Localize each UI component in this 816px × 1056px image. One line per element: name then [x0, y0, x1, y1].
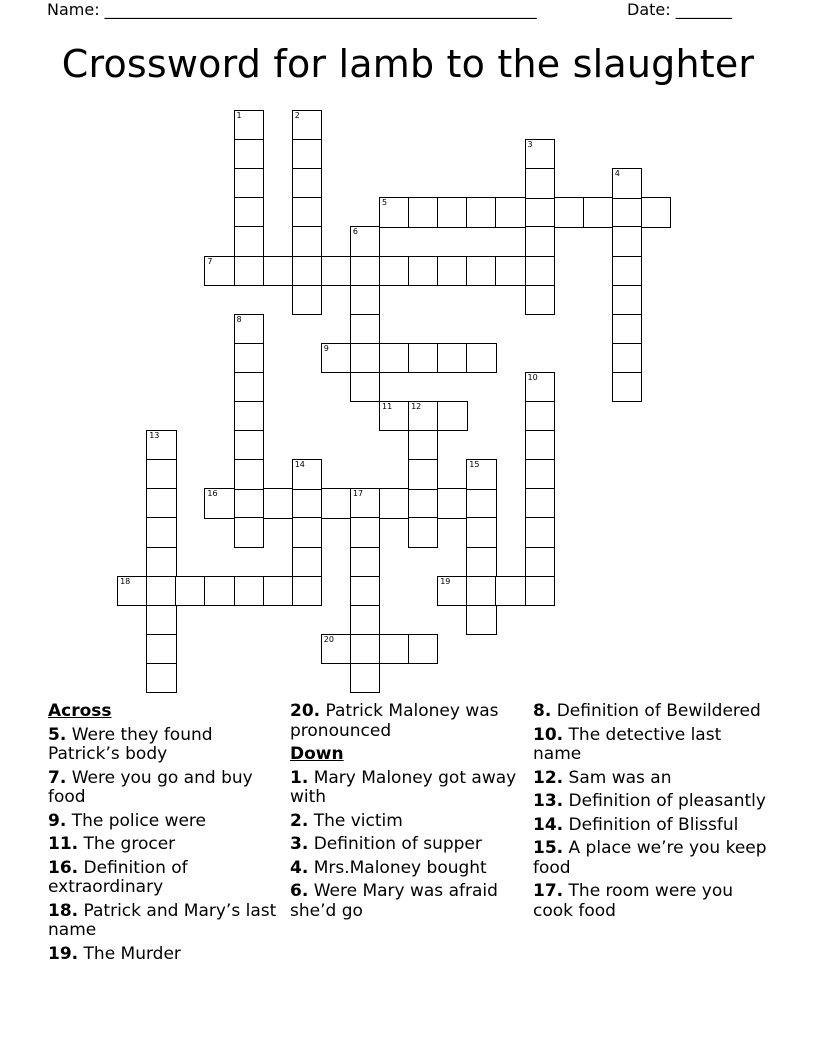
grid-cell[interactable] [350, 488, 380, 518]
grid-cell[interactable] [408, 517, 438, 547]
grid-cell[interactable] [146, 459, 176, 489]
grid-cell[interactable] [234, 226, 264, 256]
grid-cell[interactable] [408, 197, 438, 227]
cell-number: 7 [207, 256, 213, 266]
name-field-label: Name: ______________________________________________________ [47, 0, 537, 19]
cell-number: 8 [236, 314, 242, 324]
grid-cell[interactable] [379, 197, 409, 227]
clue-text: Were they found Patrick’s body [48, 724, 213, 764]
clue-number: 14. [533, 814, 564, 835]
grid-cell[interactable] [321, 256, 351, 286]
grid-cell[interactable] [350, 314, 380, 344]
grid-cell[interactable] [292, 285, 322, 315]
cell-number: 5 [382, 198, 388, 208]
grid-cell[interactable] [292, 226, 322, 256]
grid-cell[interactable] [175, 576, 205, 606]
grid-cell[interactable] [408, 488, 438, 518]
grid-cell[interactable] [146, 576, 176, 606]
grid-cell[interactable] [408, 634, 438, 664]
cell-number: 11 [382, 402, 393, 411]
clue-number: 16. [48, 857, 79, 878]
grid-cell[interactable] [234, 401, 264, 431]
clue-number: 12. [533, 767, 564, 788]
clue-text: Mrs.Maloney bought [308, 857, 487, 878]
clue-number: 6. [290, 881, 309, 901]
clue-item [533, 726, 773, 765]
clue-item [290, 835, 520, 855]
clue-text: Sam was an [563, 767, 672, 788]
grid-cell[interactable] [525, 139, 555, 169]
clue-number: 10. [533, 724, 564, 745]
clue-number: 3. [290, 834, 309, 854]
clue-number: 9. [48, 810, 67, 831]
grid-cell[interactable] [146, 663, 176, 693]
clue-item [290, 882, 520, 921]
grid-cell[interactable] [292, 110, 322, 140]
clue-number: 20. [290, 701, 321, 721]
grid-cell[interactable] [437, 197, 467, 227]
clue-column-1 [48, 702, 278, 968]
grid-cell[interactable] [437, 488, 467, 518]
grid-cell[interactable] [292, 488, 322, 518]
cell-number: 1 [236, 111, 242, 120]
grid-cell[interactable] [321, 488, 351, 518]
clue-text: Patrick and Mary’s last name [48, 900, 277, 940]
cell-number: 10 [527, 372, 538, 382]
grid-cell[interactable] [146, 430, 176, 460]
grid-cell[interactable] [292, 139, 322, 169]
clue-item [290, 859, 520, 879]
grid-cell[interactable] [146, 634, 176, 664]
clue-text: The detective last name [533, 724, 722, 764]
grid-cell[interactable] [146, 605, 176, 635]
grid-cell[interactable] [437, 343, 467, 373]
grid-cell[interactable] [234, 372, 264, 402]
clue-item [48, 812, 278, 832]
grid-cell[interactable] [292, 517, 322, 547]
grid-cell[interactable] [495, 256, 525, 286]
clue-text: Mary Maloney got away with [290, 767, 517, 807]
cell-number: 12 [411, 402, 422, 411]
grid-cell[interactable] [641, 197, 671, 227]
grid-cell[interactable] [234, 430, 264, 460]
grid-cell[interactable] [146, 488, 176, 518]
cell-number: 18 [120, 576, 131, 586]
grid-cell[interactable] [408, 430, 438, 460]
grid-cell[interactable] [466, 517, 496, 547]
grid-cell[interactable] [350, 517, 380, 547]
page-title: Crossword for lamb to the slaughter [61, 42, 755, 86]
clue-number: 2. [290, 810, 309, 831]
grid-cell[interactable] [612, 285, 642, 315]
clue-section-heading: Down [290, 744, 344, 764]
clue-item [533, 702, 773, 722]
grid-cell[interactable] [321, 343, 351, 373]
grid-cell[interactable] [263, 488, 293, 518]
cell-number: 6 [352, 227, 358, 237]
clue-item [533, 769, 773, 789]
grid-cell[interactable] [525, 226, 555, 256]
clue-item [533, 882, 773, 921]
grid-cell[interactable] [612, 226, 642, 256]
grid-cell[interactable] [292, 256, 322, 286]
clue-item [48, 945, 278, 965]
clue-text: The police were [66, 810, 207, 831]
grid-cell[interactable] [408, 256, 438, 286]
grid-cell[interactable] [263, 576, 293, 606]
grid-cell[interactable] [525, 576, 555, 606]
grid-cell[interactable] [234, 197, 264, 227]
clue-text: The room were you cook food [533, 881, 734, 921]
grid-cell[interactable] [292, 197, 322, 227]
clue-number: 4. [290, 857, 309, 878]
grid-cell[interactable] [234, 168, 264, 198]
grid-cell[interactable] [466, 547, 496, 577]
clue-number: 17. [533, 881, 564, 901]
grid-cell[interactable] [350, 547, 380, 577]
grid-cell[interactable] [117, 576, 147, 606]
clue-item [48, 859, 278, 898]
clue-text: The victim [308, 810, 403, 831]
cell-number: 19 [440, 576, 451, 586]
grid-cell[interactable] [525, 168, 555, 198]
grid-cell[interactable] [350, 226, 380, 256]
cell-number: 14 [294, 460, 305, 470]
clue-section-heading: Across [48, 701, 112, 721]
clue-item [290, 769, 520, 808]
grid-cell[interactable] [525, 488, 555, 518]
clue-number: 11. [48, 834, 79, 854]
clue-item [48, 902, 278, 941]
clue-number: 15. [533, 838, 564, 858]
grid-cell[interactable] [350, 256, 380, 286]
grid-cell[interactable] [408, 401, 438, 431]
grid-cell[interactable] [437, 401, 467, 431]
clue-text: Definition of Bewildered [551, 701, 761, 721]
grid-cell[interactable] [525, 517, 555, 547]
grid-cell[interactable] [292, 168, 322, 198]
grid-cell[interactable] [350, 576, 380, 606]
cell-number: 3 [527, 140, 533, 150]
clue-item [290, 702, 520, 741]
grid-cell[interactable] [612, 168, 642, 198]
clue-text: Definition of supper [308, 834, 482, 854]
cell-number: 2 [294, 111, 300, 120]
clue-text: A place we’re you keep food [533, 838, 767, 878]
grid-cell[interactable] [234, 576, 264, 606]
grid-cell[interactable] [350, 605, 380, 635]
grid-cell[interactable] [437, 576, 467, 606]
grid-cell[interactable] [466, 576, 496, 606]
grid-cell[interactable] [292, 547, 322, 577]
grid-cell[interactable] [350, 343, 380, 373]
cell-number: 20 [323, 634, 334, 644]
cell-number: 13 [149, 431, 160, 441]
cell-number: 15 [469, 460, 480, 470]
grid-cell[interactable] [495, 197, 525, 227]
grid-cell[interactable] [466, 197, 496, 227]
date-field-label: Date: _______ [627, 0, 732, 19]
clue-item [290, 812, 520, 832]
cell-number: 17 [352, 489, 364, 499]
clue-number: 18. [48, 900, 79, 921]
grid-cell[interactable] [612, 197, 642, 227]
grid-cell[interactable] [612, 256, 642, 286]
grid-cell[interactable] [525, 547, 555, 577]
grid-cell[interactable] [525, 430, 555, 460]
clue-item [48, 835, 278, 855]
clue-text: Definition of pleasantly [563, 791, 766, 811]
grid-cell[interactable] [234, 314, 264, 344]
grid-cell[interactable] [525, 285, 555, 315]
grid-cell[interactable] [204, 576, 234, 606]
grid-cell[interactable] [525, 459, 555, 489]
grid-cell[interactable] [466, 605, 496, 635]
grid-cell[interactable] [350, 663, 380, 693]
clue-item [533, 839, 773, 878]
cell-number: 4 [614, 169, 620, 179]
grid-cell[interactable] [234, 139, 264, 169]
grid-cell[interactable] [525, 401, 555, 431]
grid-cell[interactable] [146, 517, 176, 547]
grid-cell[interactable] [466, 488, 496, 518]
grid-cell[interactable] [379, 401, 409, 431]
clue-text: Were you go and buy food [48, 767, 253, 807]
clue-text: Patrick Maloney was pronounced [290, 701, 499, 741]
clue-text: Definition of extraordinary [48, 857, 188, 897]
grid-cell[interactable] [612, 314, 642, 344]
clue-number: 19. [48, 943, 79, 964]
clue-item [533, 816, 773, 836]
grid-cell[interactable] [554, 197, 584, 227]
grid-cell[interactable] [350, 372, 380, 402]
grid-cell[interactable] [466, 256, 496, 286]
clue-number: 5. [48, 724, 67, 745]
grid-cell[interactable] [408, 343, 438, 373]
grid-cell[interactable] [379, 634, 409, 664]
grid-cell[interactable] [495, 576, 525, 606]
clue-text: Definition of Blissful [563, 814, 739, 835]
grid-cell[interactable] [583, 197, 613, 227]
grid-cell[interactable] [292, 576, 322, 606]
clue-number: 1. [290, 767, 309, 788]
clue-text: Were Mary was afraid she’d go [290, 881, 498, 921]
clue-column-3 [533, 702, 773, 925]
grid-cell[interactable] [292, 459, 322, 489]
clue-number: 7. [48, 767, 67, 788]
grid-cell[interactable] [263, 256, 293, 286]
cell-number: 16 [207, 489, 218, 499]
grid-cell[interactable] [321, 634, 351, 664]
clue-item [48, 726, 278, 765]
grid-cell[interactable] [234, 256, 264, 286]
grid-cell[interactable] [525, 256, 555, 286]
grid-cell[interactable] [466, 459, 496, 489]
clue-text: The Murder [78, 943, 181, 964]
grid-cell[interactable] [234, 488, 264, 518]
grid-cell[interactable] [379, 256, 409, 286]
grid-cell[interactable] [466, 343, 496, 373]
grid-cell[interactable] [408, 459, 438, 489]
grid-cell[interactable] [379, 343, 409, 373]
grid-cell[interactable] [612, 343, 642, 373]
grid-cell[interactable] [437, 256, 467, 286]
grid-cell[interactable] [234, 110, 264, 140]
grid-cell[interactable] [146, 547, 176, 577]
grid-cell[interactable] [204, 256, 234, 286]
clue-item [48, 769, 278, 808]
grid-cell[interactable] [234, 343, 264, 373]
cell-number: 9 [323, 343, 329, 353]
clue-text: The grocer [78, 834, 176, 854]
clue-item [533, 792, 773, 812]
grid-cell[interactable] [204, 488, 234, 518]
grid-cell[interactable] [379, 488, 409, 518]
grid-cell[interactable] [350, 634, 380, 664]
grid-cell[interactable] [612, 372, 642, 402]
clue-number: 8. [533, 701, 552, 721]
grid-cell[interactable] [525, 372, 555, 402]
clue-number: 13. [533, 791, 564, 811]
grid-cell[interactable] [234, 459, 264, 489]
grid-cell[interactable] [234, 517, 264, 547]
grid-cell[interactable] [350, 285, 380, 315]
clue-column-2 [290, 702, 520, 925]
grid-cell[interactable] [525, 197, 555, 227]
